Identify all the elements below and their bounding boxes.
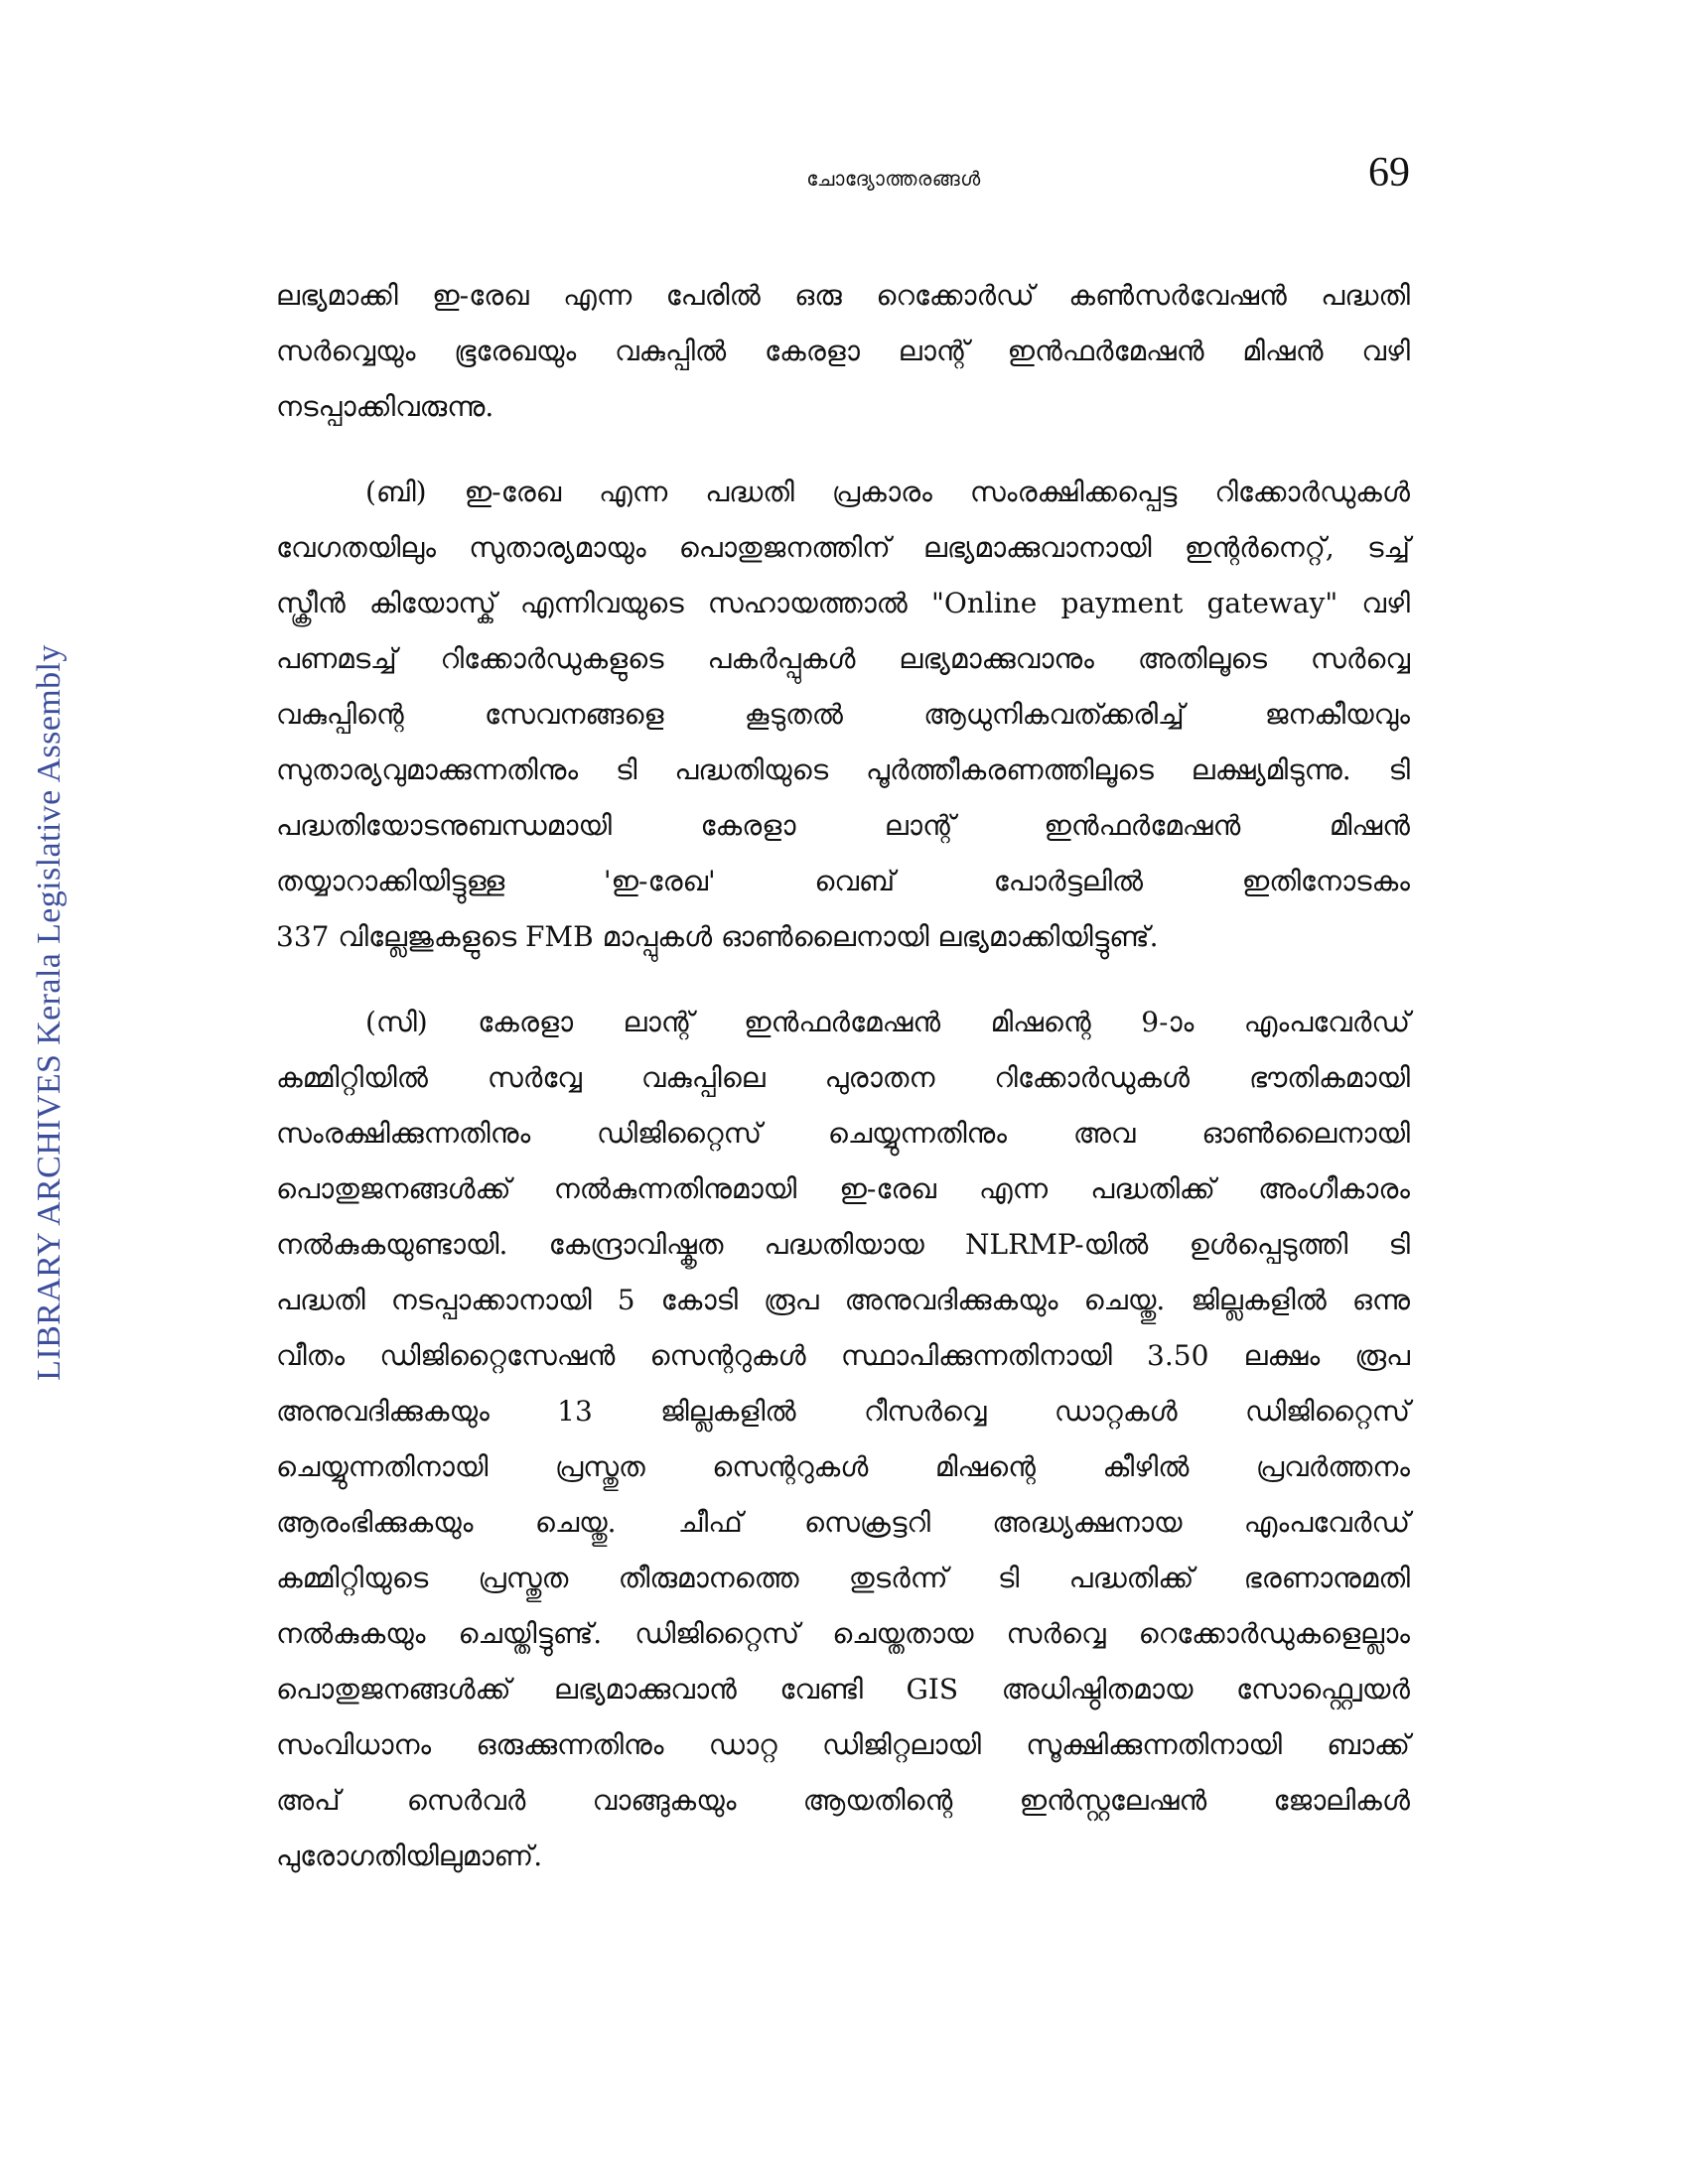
text-line: 337 വില്ലേജുകളുടെ FMB മാപ്പുകൾ ഓൺലൈനായി ലഭ്യമാക്കിയിട്ടുണ്ട്. <box>276 920 1159 953</box>
text-line: ലഭ്യമാക്കി ഇ-രേഖ എന്ന പേരിൽ ഒരു റെക്കോർഡ് കൺസർവേഷൻ പദ്ധതി <box>276 279 1410 312</box>
paragraph-b <box>276 465 1410 965</box>
text-line: തയ്യാറാക്കിയിട്ടുള്ള 'ഇ-രേഖ' വെബ് പോർട്ടലിൽ ഇതിനോടകം <box>276 865 1410 897</box>
text-line: അപ് സെർവർ വാങ്ങുകയും ആയതിന്റെ ഇൻസ്റ്റലേഷൻ ജോലികൾ <box>276 1784 1410 1817</box>
text-line: സർവ്വെയും ഭൂരേഖയും വകുപ്പിൽ കേരളാ ലാന്റ് ഇൻഫർമേഷൻ മിഷൻ വഴി <box>276 335 1410 367</box>
archive-watermark <box>10 0 89 2045</box>
text-line: വകുപ്പിന്റെ സേവനങ്ങളെ കൂടുതൽ ആധുനികവത്ക്കരിച്ച് ജനകീയവും <box>276 698 1410 731</box>
page-number: 69 <box>1368 150 1410 196</box>
watermark-text: LIBRARY ARCHIVES Kerala Legislative Assembly <box>31 644 68 1381</box>
text-line: അനുവദിക്കുകയും 13 ജില്ലകളിൽ റീസർവ്വെ ഡാറ്റകൾ ഡിജിറ്റൈസ് <box>276 1395 1410 1428</box>
text-line: സംവിധാനം ഒരുക്കുന്നതിനും ഡാറ്റ ഡിജിറ്റലായി സൂക്ഷിക്കുന്നതിനായി ബാക്ക് <box>276 1728 1410 1761</box>
text-line: സുതാര്യവുമാക്കുന്നതിനും ടി പദ്ധതിയുടെ പൂർത്തീകരണത്തിലൂടെ ലക്ഷ്യമിടുന്നു. ടി <box>276 753 1410 786</box>
text-line: കമ്മിറ്റിയുടെ പ്രസ്തുത തീരുമാനത്തെ തുടർന്ന് ടി പദ്ധതിക്ക് ഭരണാനുമതി <box>276 1562 1410 1594</box>
text-line: നടപ്പാക്കിവരുന്നു. <box>276 390 494 423</box>
text-line: ആരംഭിക്കുകയും ചെയ്തു. ചീഫ് സെക്രട്ടറി അദ്ധ്യക്ഷനായ എംപവേർഡ് <box>276 1506 1410 1539</box>
text-line: സംരക്ഷിക്കുന്നതിനും ഡിജിറ്റൈസ് ചെയ്യുന്നതിനും അവ ഓൺലൈനായി <box>276 1117 1410 1150</box>
text-line: കമ്മിറ്റിയിൽ സർവ്വേ വകുപ്പിലെ പുരാതന റിക്കോർഡുകൾ ഭൗതികമായി <box>276 1061 1410 1094</box>
text-line: പദ്ധതി നടപ്പാക്കാനായി 5 കോടി രൂപ അനുവദിക്കുകയും ചെയ്തു. ജില്ലകളിൽ ഒന്നു <box>276 1284 1410 1316</box>
text-line: വേഗതയിലും സുതാര്യമായും പൊതുജനത്തിന് ലഭ്യമാക്കുവാനായി ഇന്റർനെറ്റ്, ടച്ച് <box>276 531 1410 564</box>
paragraph-continuation <box>276 268 1410 435</box>
text-line: പണമടച്ച് റിക്കോർഡുകളുടെ പകർപ്പുകൾ ലഭ്യമാക്കുവാനും അതിലൂടെ സർവ്വെ <box>276 642 1410 675</box>
text-line: ചെയ്യുന്നതിനായി പ്രസ്തുത സെന്ററുകൾ മിഷന്റെ കീഴിൽ പ്രവർത്തനം <box>276 1450 1410 1483</box>
text-line: പൊതുജനങ്ങൾക്ക് നൽകുന്നതിനുമായി ഇ-രേഖ എന്ന പദ്ധതിക്ക് അംഗീകാരം <box>276 1172 1410 1205</box>
text-line: പൊതുജനങ്ങൾക്ക് ലഭ്യമാക്കുവാൻ വേണ്ടി GIS അധിഷ്ഠിതമായ സോഫ്റ്റ്വെയർ <box>276 1673 1410 1706</box>
running-title: ചോദ്യോത്തരങ്ങൾ <box>806 167 981 191</box>
text-line: (ബി) ഇ-രേഖ എന്ന പദ്ധതി പ്രകാരം സംരക്ഷിക്കപ്പെട്ട റിക്കോർഡുകൾ <box>365 476 1410 508</box>
text-line: സ്ക്രീൻ കിയോസ്ക് എന്നിവയുടെ സഹായത്താൽ "Online payment gateway" വഴി <box>276 587 1410 619</box>
text-line: വീതം ഡിജിറ്റൈസേഷൻ സെന്ററുകൾ സ്ഥാപിക്കുന്നതിനായി 3.50 ലക്ഷം രൂപ <box>276 1339 1410 1372</box>
text-line: നൽകുകയും ചെയ്തിട്ടുണ്ട്. ഡിജിറ്റൈസ് ചെയ്തതായ സർവ്വെ റെക്കോർഡുകളെല്ലാം <box>276 1617 1410 1650</box>
text-line: നൽകുകയുണ്ടായി. കേന്ദ്രാവിഷ്കൃത പദ്ധതിയായ NLRMP-യിൽ ഉൾപ്പെടുത്തി ടി <box>276 1228 1410 1261</box>
body-text <box>276 268 1410 1884</box>
paragraph-c <box>276 995 1410 1884</box>
text-line: (സി) കേരളാ ലാന്റ് ഇൻഫർമേഷൻ മിഷന്റെ 9-ാം എംപവേർഡ് <box>365 1006 1410 1038</box>
text-line: പുരോഗതിയിലുമാണ്. <box>276 1840 543 1872</box>
text-line: പദ്ധതിയോടനുബന്ധമായി കേരളാ ലാന്റ് ഇൻഫർമേഷൻ മിഷൻ <box>276 809 1410 842</box>
